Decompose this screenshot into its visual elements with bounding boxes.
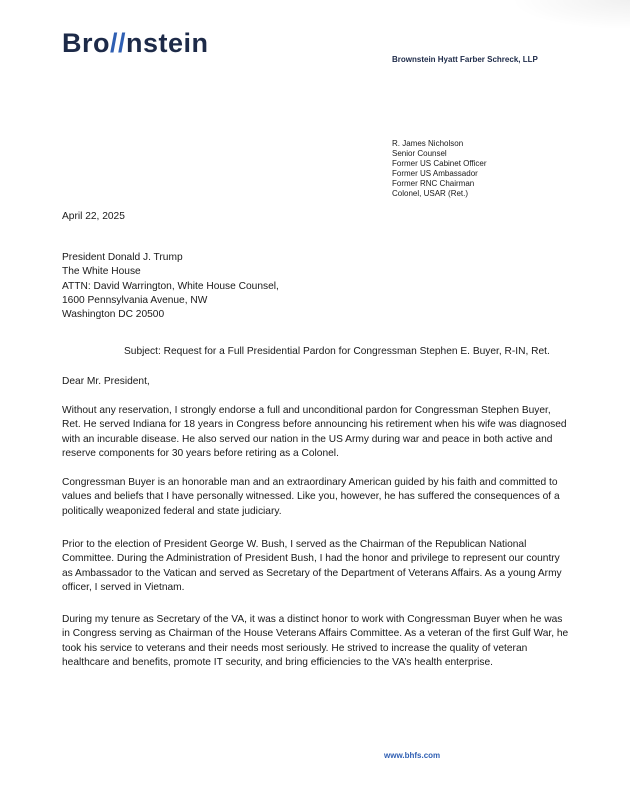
logo-text-start: Bro bbox=[62, 28, 110, 58]
firm-name: Brownstein Hyatt Farber Schreck, LLP bbox=[392, 55, 538, 64]
page-corner-shadow bbox=[510, 0, 630, 30]
sender-name: R. James Nicholson bbox=[392, 139, 464, 148]
letter-subject: Subject: Request for a Full Presidential Pardon for Congressman Stephen E. Buyer, R-IN, Ret. bbox=[124, 346, 550, 357]
sender-title: Senior Counsel bbox=[392, 149, 447, 158]
logo-text-end: nstein bbox=[126, 28, 209, 58]
salutation: Dear Mr. President, bbox=[62, 376, 150, 387]
letter-date: April 22, 2025 bbox=[62, 211, 125, 222]
sender-credential: Former US Ambassador bbox=[392, 169, 478, 178]
sender-credential: Colonel, USAR (Ret.) bbox=[392, 189, 469, 198]
sender-credential: Former US Cabinet Officer bbox=[392, 159, 487, 168]
recipient-line: 1600 Pennsylvania Avenue, NW bbox=[62, 294, 208, 306]
body-paragraph: Congressman Buyer is an honorable man and an extraordinary American guided by his faith and committed to values and beliefs that I have personally witnessed. Like you, however, he has suffered the consequences of a politically weaponized federal and state judiciary. bbox=[62, 477, 560, 517]
recipient-line: Washington DC 20500 bbox=[62, 309, 165, 321]
footer-website-link[interactable]: www.bhfs.com bbox=[384, 751, 441, 760]
body-paragraph: Without any reservation, I strongly endorse a full and unconditional pardon for Congressman Stephen Buyer, Ret. He served Indiana for 18 years in Congress before announcing his retirement when his wife was diagnosed with an incurable disease. He also served our nation in the US Army during war and peace in both active and reserve components for 30 years before retiring as a Colonel. bbox=[62, 405, 567, 459]
logo-slash-mark: // bbox=[110, 28, 127, 58]
brownstein-logo bbox=[62, 28, 209, 59]
recipient-address bbox=[62, 251, 572, 322]
body-paragraph: During my tenure as Secretary of the VA, it was a distinct honor to work with Congressman Buyer when he was in Congress serving as Chairman of the House Veterans Affairs Committee. As a veteran of the first Gulf War, he took his service to veterans and their needs most seriously. He strived to increase the quality of veteran healthcare and benefits, promote IT security, and bring efficiencies to the VA’s health enterprise. bbox=[62, 614, 569, 668]
sender-credential: Former RNC Chairman bbox=[392, 179, 475, 188]
sender-block bbox=[392, 139, 487, 199]
body-paragraph: Prior to the election of President George W. Bush, I served as the Chairman of the Republican National Committee. During the Administration of President Bush, I had the honor and privilege to represent our country as Ambassador to the Vatican and served as Secretary of the Department of Veterans Affairs. As a young Army officer, I served in Vietnam. bbox=[62, 539, 562, 593]
recipient-line: President Donald J. Trump bbox=[62, 252, 183, 263]
recipient-line: ATTN: David Warrington, White House Counsel, bbox=[62, 280, 279, 292]
recipient-line: The White House bbox=[62, 266, 141, 278]
